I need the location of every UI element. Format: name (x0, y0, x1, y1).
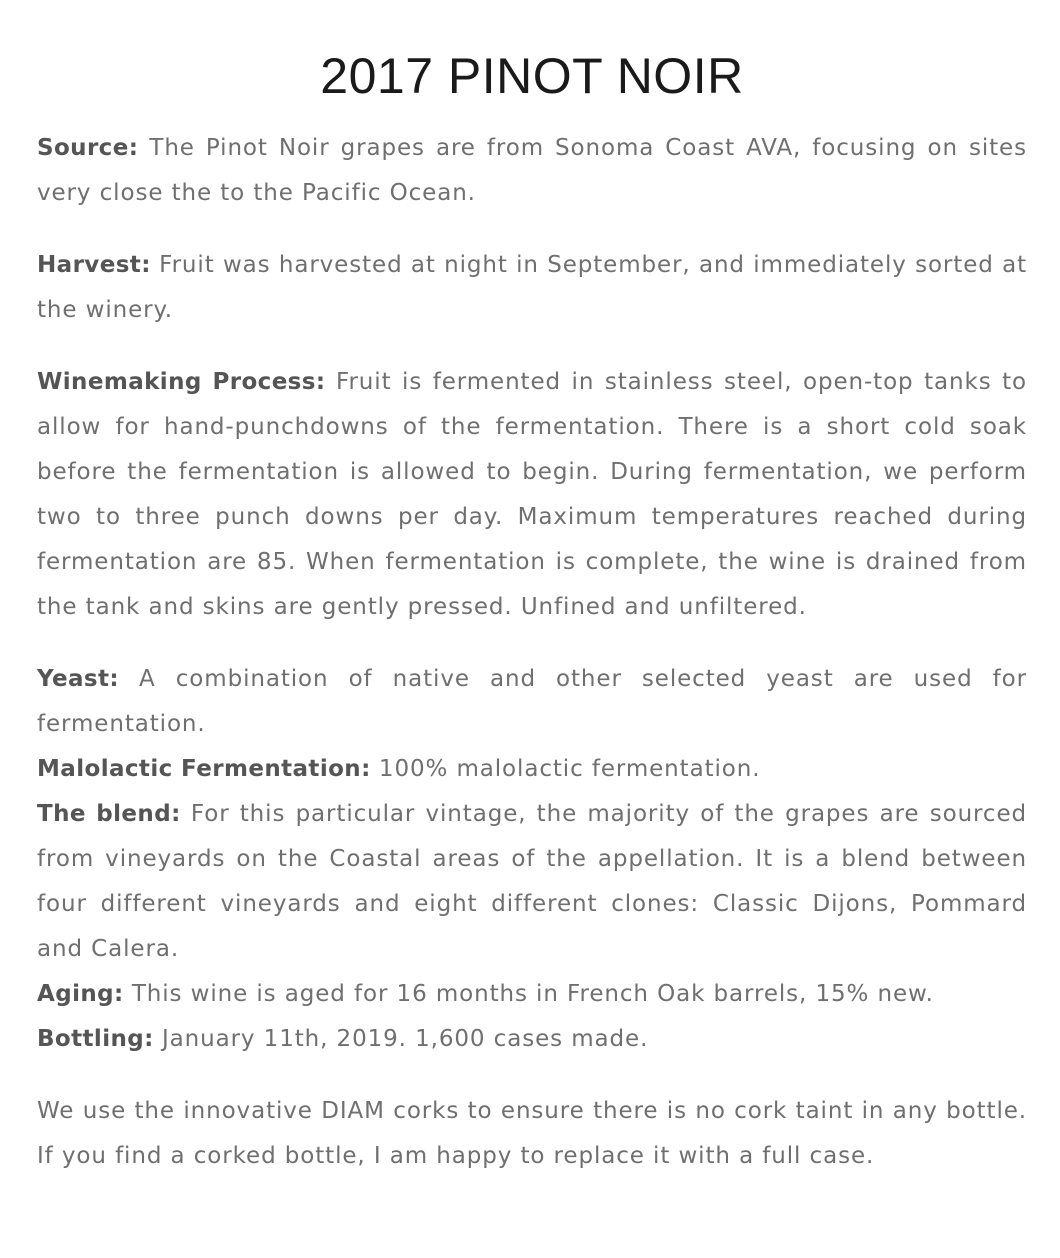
section-text: For this particular vintage, the majority of the grapes are sourced from vineyards on the Coastal areas of the appellation. It is a blend between four different vineyards and eight different clones: Classic Dijons, Pommard and Calera. (37, 801, 1027, 962)
section-label: Bottling: (37, 1026, 154, 1052)
section-aging (37, 972, 1027, 1017)
section-label: Harvest: (37, 252, 151, 278)
section-blend (37, 792, 1027, 972)
section-text: A combination of native and other selected yeast are used for fermentation. (37, 666, 1027, 737)
closing-note: We use the innovative DIAM corks to ensure there is no cork taint in any bottle. If you find a corked bottle, I am happy to replace it with a full case. (37, 1098, 1027, 1169)
section-label: Yeast: (37, 666, 119, 692)
section-text: Fruit was harvested at night in September, and immediately sorted at the winery. (37, 252, 1027, 323)
section-yeast (37, 657, 1027, 747)
section-text: The Pinot Noir grapes are from Sonoma Coast AVA, focusing on sites very close the to the Pacific Ocean. (37, 135, 1027, 206)
section-label: Winemaking Process: (37, 369, 326, 395)
section-label: Aging: (37, 981, 124, 1007)
section-harvest (37, 243, 1027, 333)
section-label: The blend: (37, 801, 181, 827)
section-text: Fruit is fermented in stainless steel, open-top tanks to allow for hand-punchdowns of the fermentation. There is a short cold soak before the fermentation is allowed to begin. During fermentation, we perform two to three punch downs per day. Maximum temperatures reached during fermentation are 85. When fermentation is complete, the wine is drained from the tank and skins are gently pressed. Unfined and unfiltered. (37, 369, 1027, 620)
section-text: January 11th, 2019. 1,600 cases made. (161, 1026, 649, 1052)
section-source (37, 126, 1027, 216)
section-malolactic-fermentation (37, 747, 1027, 792)
section-winemaking-process (37, 360, 1027, 630)
section-label: Source: (37, 135, 139, 161)
page-title: 2017 PINOT NOIR (320, 48, 744, 104)
section-bottling (37, 1017, 1027, 1062)
wine-spec-sheet (37, 0, 1027, 1179)
section-text: This wine is aged for 16 months in French Oak barrels, 15% new. (131, 981, 934, 1007)
section-label: Malolactic Fermentation: (37, 756, 371, 782)
section-text: 100% malolactic fermentation. (378, 756, 761, 782)
